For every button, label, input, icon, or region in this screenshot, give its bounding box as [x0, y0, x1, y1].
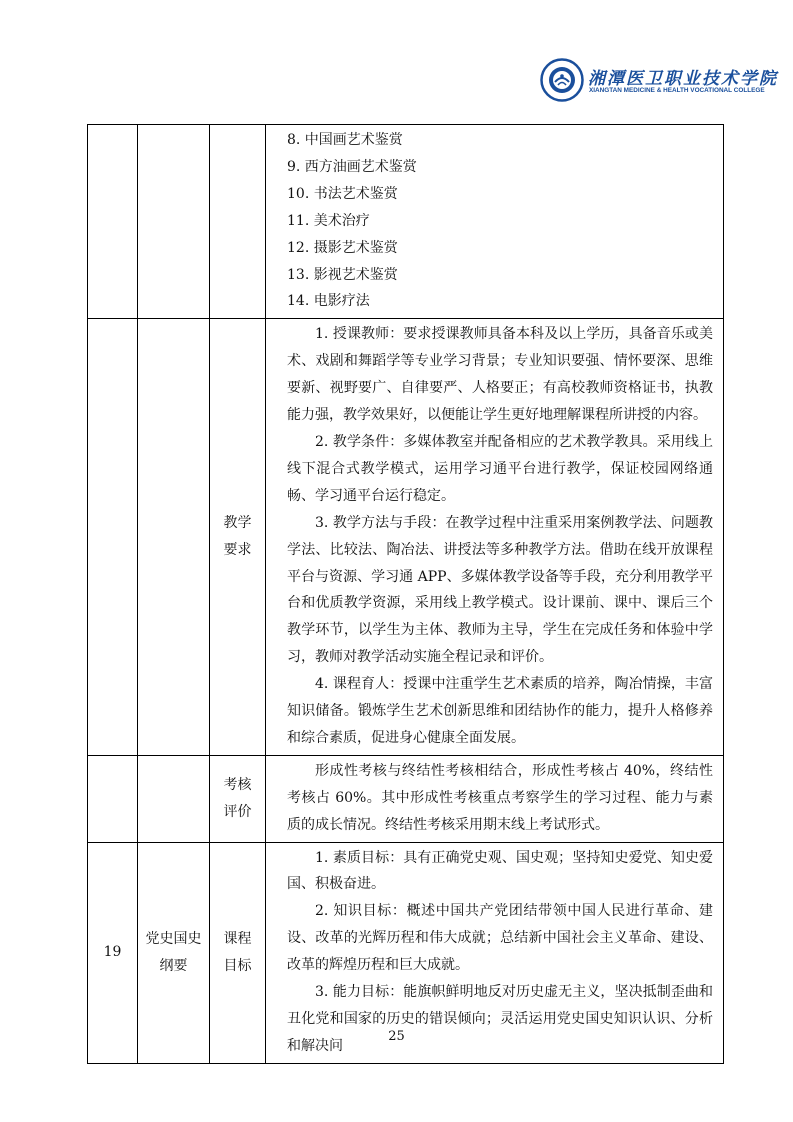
label-text: 课程目标 [223, 930, 252, 974]
table-row [88, 125, 724, 319]
list-item: 10. 书法艺术鉴赏 [287, 185, 398, 202]
number-cell [88, 319, 138, 756]
table-row [88, 755, 724, 842]
label-cell [210, 125, 266, 319]
course-cell [138, 319, 210, 756]
logo-chinese-name: 湘潭医卫职业技术学院 [588, 69, 778, 89]
content-cell [266, 125, 724, 319]
paragraph: 1. 授课教师：要求授课教师具备本科及以上学历，具备音乐或美术、戏剧和舞蹈学等专业学习背景；专业知识要强、情怀要深、思维要新、视野要广、自律要严、人格要正；有高校教师资格证书，执教能力强，教学效果好，以便能让学生更好地理解课程所讲授的内容。 [287, 326, 713, 424]
label-text: 教学要求 [223, 515, 252, 559]
content-cell [266, 319, 724, 756]
paragraph: 3. 教学方法与手段：在教学过程中注重采用案例教学法、问题教学法、比较法、陶冶法、讲授法等多种教学方法。借助在线开放课程平台与资源、学习通 APP、多媒体教学设备等手段，充分利用教学平台和优质教学资源，采用线上教学模式。设计课前、课中、课后三个教学环节，以学生为主体、教师为主导，学生在完成任务和体验中学习，教师对教学活动实施全程记录和评价。 [287, 514, 713, 666]
list-item: 11. 美术治疗 [287, 212, 370, 229]
page-number: 25 [388, 1029, 405, 1044]
assessment-label [210, 755, 266, 842]
number-cell [88, 125, 138, 319]
paragraph: 1. 素质目标：具有正确党史观、国史观；坚持知史爱党、知史爱国、积极奋进。 [287, 849, 713, 893]
list-item: 8. 中国画艺术鉴赏 [287, 132, 403, 148]
course-cell [138, 755, 210, 842]
list-item: 13. 影视艺术鉴赏 [287, 266, 398, 283]
content-cell [266, 755, 724, 842]
list-item: 14. 电影疗法 [287, 293, 370, 310]
course-cell [138, 125, 210, 319]
teaching-requirements-label [210, 319, 266, 756]
college-logo [540, 58, 778, 108]
paragraph: 形成性考核与终结性考核相结合，形成性考核占 40%，终结性考核占 60%。其中形成性考核重点考察学生的学习过程、能力与素质的成长情况。终结性考核采用期末线上考试形式。 [287, 762, 713, 833]
paragraph: 2. 教学条件：多媒体教室并配备相应的艺术教学教具。采用线上线下混合式教学模式，运用学习通平台进行教学，保证校园网络通畅、学习通平台运行稳定。 [287, 433, 713, 504]
row-number: 19 [88, 842, 138, 1063]
course-table [87, 124, 724, 1064]
college-seal-icon [540, 58, 584, 102]
list-item: 9. 西方油画艺术鉴赏 [287, 158, 417, 175]
course-name: 党史国史纲要 [145, 930, 202, 974]
list-item: 12. 摄影艺术鉴赏 [287, 239, 398, 256]
number-cell [88, 755, 138, 842]
logo-english-name: XIANGTAN MEDICINE & HEALTH VOCATIONAL COLLEGE [589, 87, 765, 94]
paragraph: 3. 能力目标：能旗帜鲜明地反对历史虚无主义，坚决抵制歪曲和丑化党和国家的历史的错误倾向；灵活运用党史国史知识认识、分析和解决问 [287, 984, 713, 1054]
table-row [88, 319, 724, 756]
label-text: 考核评价 [223, 776, 252, 820]
paragraph: 4. 课程育人：授课中注重学生艺术素质的培养，陶冶情操，丰富知识储备。锻炼学生艺术创新思维和团结协作的能力，提升人格修养和综合素质，促进身心健康全面发展。 [287, 676, 713, 746]
paragraph: 2. 知识目标：概述中国共产党团结带领中国人民进行革命、建设、改革的光辉历程和伟大成就；总结新中国社会主义革命、建设、改革的辉煌历程和巨大成就。 [287, 903, 713, 974]
